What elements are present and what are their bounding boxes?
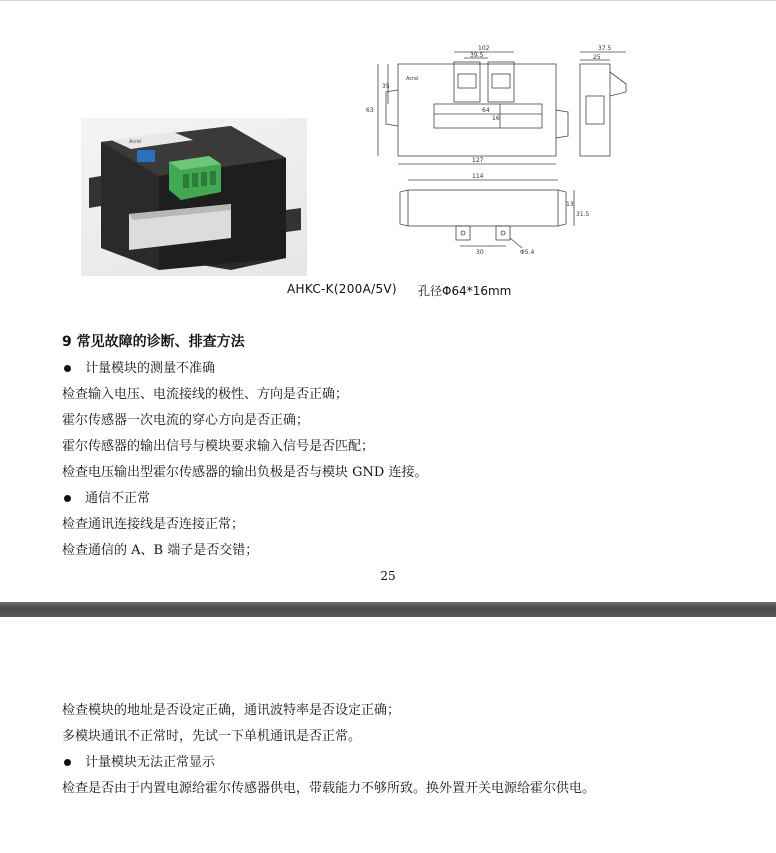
dim-37-5: 37.5 <box>598 45 612 52</box>
paragraph-line: 检查是否由于内置电源给霍尔传感器供电，带载能力不够所致。换外置开关电源给霍尔供电。 <box>62 781 596 796</box>
page-separator <box>0 602 776 617</box>
bullet-item <box>62 357 215 376</box>
dim-64: 64 <box>482 107 490 114</box>
dim-hole-diameter: Φ5.4 <box>520 249 535 256</box>
figure-caption-hole: 孔径Φ64*16mm <box>418 284 512 298</box>
dim-35: 35 <box>382 83 390 90</box>
dim-127: 127 <box>472 157 484 164</box>
figure-caption-model: AHKC-K(200A/5V) <box>287 282 397 296</box>
paragraph-line: 霍尔传感器的输出信号与模块要求输入信号是否匹配； <box>62 439 375 454</box>
paragraph-line: 检查电压输出型霍尔传感器的输出负极是否与模块 GND 连接。 <box>62 465 428 480</box>
paragraph-line: 检查通信的 A、B 端子是否交错； <box>62 543 259 558</box>
dim-13: 13 <box>566 201 574 208</box>
drawing-logo: Acrel <box>406 76 419 82</box>
document-page-2 <box>0 617 776 853</box>
bullet-text: 计量模块的测量不准确 <box>85 361 216 376</box>
section-heading: 9 常见故障的诊断、排查方法 <box>62 334 245 350</box>
sensor-photo <box>81 118 307 276</box>
bullet-item <box>62 487 150 506</box>
page-top-border <box>0 0 776 1</box>
dim-39-5: 39.5 <box>470 52 484 59</box>
dim-16: 16 <box>492 115 500 122</box>
paragraph-line: 多模块通讯不正常时，先试一下单机通讯是否正常。 <box>62 729 362 744</box>
page-number: 25 <box>380 569 396 583</box>
dim-30: 30 <box>476 249 484 256</box>
dim-25: 25 <box>593 54 601 61</box>
dimension-drawing <box>360 40 650 260</box>
paragraph-line: 检查通讯连接线是否连接正常； <box>62 517 245 532</box>
photo-logo-text: Acrel <box>129 139 142 145</box>
bullet-text: 计量模块无法正常显示 <box>85 755 216 770</box>
bullet-text: 通信不正常 <box>85 491 151 506</box>
bullet-dot-icon <box>64 495 71 502</box>
dim-102: 102 <box>478 45 490 52</box>
dim-63: 63 <box>366 107 374 114</box>
bullet-dot-icon <box>64 365 71 372</box>
bullet-dot-icon <box>64 759 71 766</box>
paragraph-line: 检查输入电压、电流接线的极性、方向是否正确； <box>62 387 349 402</box>
bullet-item <box>62 751 215 770</box>
dim-31-5: 31.5 <box>576 211 590 218</box>
dim-114: 114 <box>472 173 484 180</box>
paragraph-line: 霍尔传感器一次电流的穿心方向是否正确； <box>62 413 310 428</box>
paragraph-line: 检查模块的地址是否设定正确，通讯波特率是否设定正确； <box>62 703 401 718</box>
